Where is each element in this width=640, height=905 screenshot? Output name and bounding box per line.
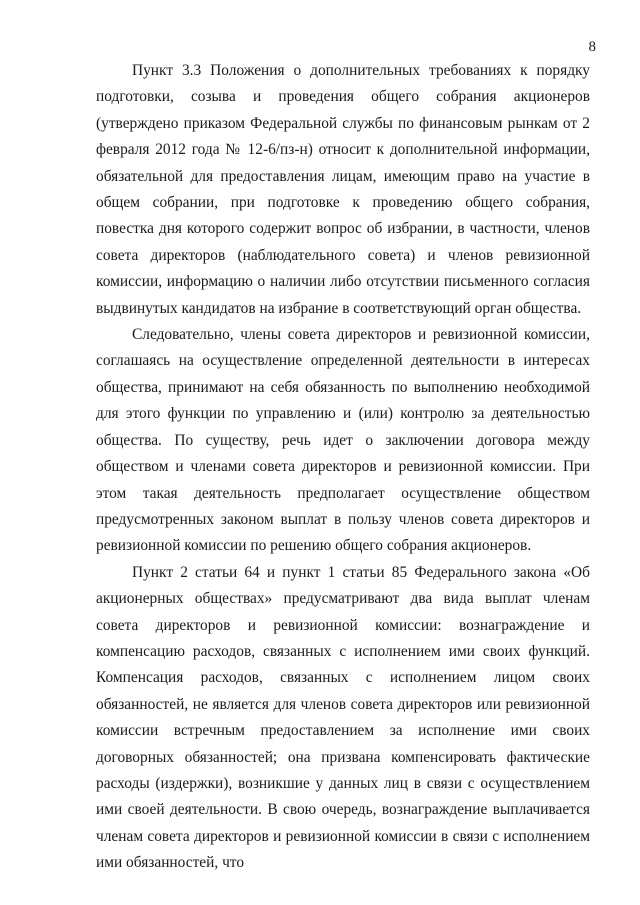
- page-number: 8: [588, 39, 596, 55]
- document-body: [96, 58, 590, 877]
- paragraph-3: Пункт 2 статьи 64 и пункт 1 статьи 85 Федерального закона «Об акционерных обществах» предусматривают два вида выплат членам совета директоров и ревизионной комиссии: вознаграждение и компенсацию расходов, связанных с исполнением ими своих функций. Компенсация расходов, связанных с исполнением лицом своих обязанностей, не является для членов совета директоров или ревизионной комиссии встречным предоставлением за исполнение ими своих договорных обязанностей; она призвана компенсировать фактические расходы (издержки), возникшие у данных лиц в связи с осуществлением ими своей деятельности. В свою очередь, вознаграждение выплачивается членам совета директоров и ревизионной комиссии в связи с исполнением ими обязанностей, что: [96, 563, 590, 872]
- paragraph-2: Следовательно, члены совета директоров и ревизионной комиссии, соглашаясь на осуществление определенной деятельности в интересах общества, принимают на себя обязанность по выполнению необходимой для этого функции по управлению и (или) контролю за деятельностью общества. По существу, речь идет о заключении договора между обществом и членами совета директоров и ревизионной комиссии. При этом такая деятельность предполагает осуществление обществом предусмотренных законом выплат в пользу членов совета директоров и ревизионной комиссии по решению общего собрания акционеров.: [96, 326, 590, 555]
- paragraph-1: Пункт 3.3 Положения о дополнительных требованиях к порядку подготовки, созыва и проведения общего собрания акционеров (утверждено приказом Федеральной службы по финансовым рынкам от 2 февраля 2012 года № 12-6/пз-н) относит к дополнительной информации, обязательной для предоставления лицам, имеющим право на участие в общем собрании, при подготовке к проведению общего собрания, повестка дня которого содержит вопрос об избрании, в частности, членов совета директоров (наблюдательного совета) и членов ревизионной комиссии, информацию о наличии либо отсутствии письменного согласия выдвинутых кандидатов на избрание в соответствующий орган общества.: [96, 62, 590, 317]
